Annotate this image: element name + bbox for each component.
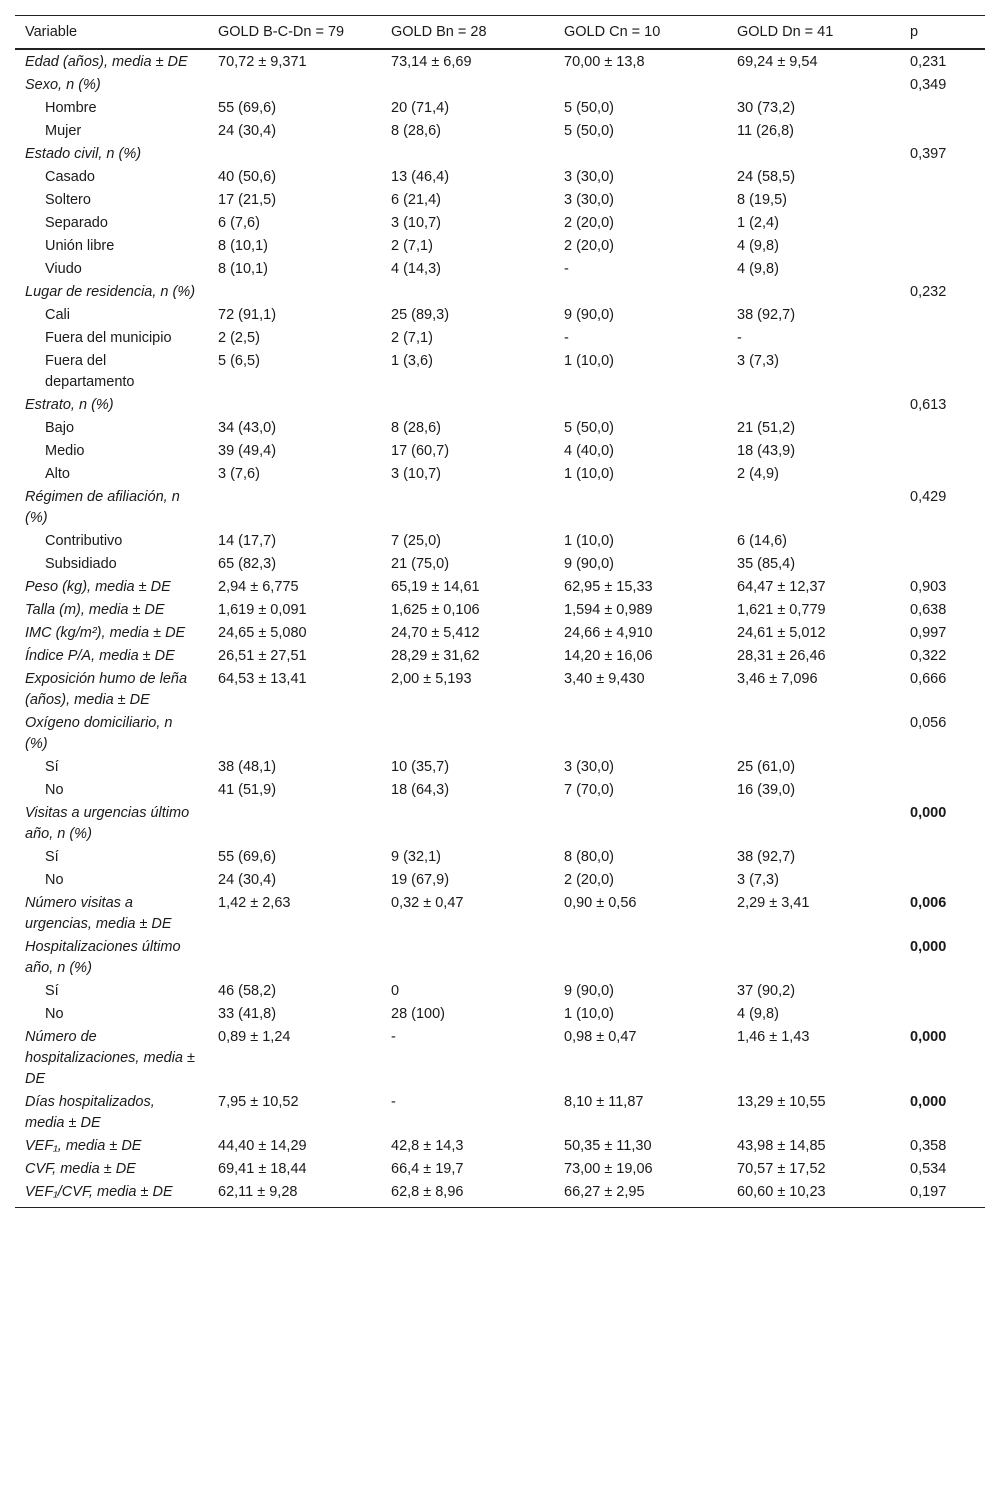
value-cell: 3 (30,0) xyxy=(564,169,614,185)
value-cell: 1,46 ± 1,43 xyxy=(737,1029,810,1045)
value-cell: - xyxy=(564,261,569,277)
value-cell: 17 (21,5) xyxy=(218,192,277,208)
value-cell: 5 (50,0) xyxy=(564,123,614,139)
value-cell: 2 (4,9) xyxy=(737,466,779,482)
value-cell xyxy=(381,74,554,97)
table-row xyxy=(15,49,985,74)
value-cell: 4 (9,8) xyxy=(737,1006,779,1022)
value-cell: - xyxy=(391,1029,396,1045)
table-row xyxy=(15,350,985,394)
table-row xyxy=(15,304,985,327)
p-value-cell xyxy=(900,166,985,189)
value-cell: 2 (20,0) xyxy=(564,872,614,888)
value-cell: 4 (9,8) xyxy=(737,238,779,254)
row-label: Hospitalizaciones último año, n (%) xyxy=(25,939,181,976)
table-row xyxy=(15,120,985,143)
p-value-cell: 0,056 xyxy=(910,715,947,731)
row-label: Número visitas a urgencias, media ± DE xyxy=(25,895,172,932)
value-cell: 2 (2,5) xyxy=(218,330,260,346)
value-cell xyxy=(208,802,381,846)
value-cell xyxy=(727,74,900,97)
value-cell: 38 (92,7) xyxy=(737,307,796,323)
table-row xyxy=(15,869,985,892)
p-value-cell xyxy=(900,258,985,281)
value-cell: 9 (32,1) xyxy=(391,849,441,865)
row-label: VEF₁/CVF, media ± DE xyxy=(25,1184,173,1200)
value-cell: 2,94 ± 6,775 xyxy=(218,579,299,595)
value-cell: 1,594 ± 0,989 xyxy=(564,602,653,618)
table-row xyxy=(15,779,985,802)
p-value-cell: 0,000 xyxy=(910,1029,947,1045)
p-value-cell: 0,997 xyxy=(910,625,947,641)
table-row xyxy=(15,1135,985,1158)
value-cell: 2,29 ± 3,41 xyxy=(737,895,810,911)
value-cell: 8 (80,0) xyxy=(564,849,614,865)
value-cell xyxy=(381,143,554,166)
value-cell: 69,24 ± 9,54 xyxy=(737,54,818,70)
value-cell: 43,98 ± 14,85 xyxy=(737,1138,826,1154)
value-cell: 3 (10,7) xyxy=(391,215,441,231)
p-value-cell xyxy=(900,756,985,779)
p-value-cell xyxy=(900,869,985,892)
row-label: Separado xyxy=(45,215,108,231)
row-label: Número de hospitalizaciones, media ± DE xyxy=(25,1029,195,1087)
row-label: Días hospitalizados, media ± DE xyxy=(25,1094,155,1131)
value-cell: 38 (48,1) xyxy=(218,759,277,775)
p-value-cell: 0,613 xyxy=(910,397,947,413)
table-row xyxy=(15,936,985,980)
value-cell xyxy=(381,712,554,756)
value-cell: 73,14 ± 6,69 xyxy=(391,54,472,70)
row-label: Mujer xyxy=(45,123,82,139)
row-label: Sí xyxy=(45,849,59,865)
value-cell: 9 (90,0) xyxy=(564,307,614,323)
value-cell: 7 (25,0) xyxy=(391,533,441,549)
value-cell: 6 (7,6) xyxy=(218,215,260,231)
value-cell: 1 (10,0) xyxy=(564,353,614,369)
p-value-cell xyxy=(900,440,985,463)
row-label: Edad (años), media ± DE xyxy=(25,54,188,70)
row-label: Medio xyxy=(45,443,85,459)
row-label: Peso (kg), media ± DE xyxy=(25,579,171,595)
value-cell xyxy=(554,486,727,530)
value-cell xyxy=(208,143,381,166)
value-cell: 73,00 ± 19,06 xyxy=(564,1161,653,1177)
header-gold-c: GOLD Cn = 10 xyxy=(564,24,661,40)
value-cell: - xyxy=(564,330,569,346)
p-value-cell xyxy=(900,779,985,802)
p-value-cell: 0,000 xyxy=(910,939,947,955)
p-value-cell: 0,429 xyxy=(910,489,947,505)
table-row xyxy=(15,1181,985,1208)
table-row xyxy=(15,417,985,440)
table-row xyxy=(15,281,985,304)
table-row xyxy=(15,576,985,599)
row-label: Sexo, n (%) xyxy=(25,77,101,93)
row-label: Fuera del departamento xyxy=(45,353,135,390)
p-value-cell: 0,666 xyxy=(910,671,947,687)
p-value-cell xyxy=(900,212,985,235)
value-cell xyxy=(554,394,727,417)
p-value-cell xyxy=(900,350,985,394)
table-row xyxy=(15,892,985,936)
value-cell: 34 (43,0) xyxy=(218,420,277,436)
value-cell: 40 (50,6) xyxy=(218,169,277,185)
value-cell xyxy=(381,394,554,417)
data-table xyxy=(15,15,985,1208)
value-cell: 13,29 ± 10,55 xyxy=(737,1094,826,1110)
table-row xyxy=(15,1091,985,1135)
row-label: Alto xyxy=(45,466,70,482)
value-cell: 5 (6,5) xyxy=(218,353,260,369)
value-cell: 2 (20,0) xyxy=(564,238,614,254)
table-row xyxy=(15,622,985,645)
row-label: Índice P/A, media ± DE xyxy=(25,648,175,664)
value-cell xyxy=(208,936,381,980)
value-cell: 33 (41,8) xyxy=(218,1006,277,1022)
value-cell xyxy=(381,281,554,304)
p-value-cell: 0,000 xyxy=(910,805,947,821)
table-row xyxy=(15,440,985,463)
value-cell xyxy=(727,486,900,530)
row-label: Casado xyxy=(45,169,95,185)
value-cell: 1 (10,0) xyxy=(564,466,614,482)
value-cell: 1,619 ± 0,091 xyxy=(218,602,307,618)
value-cell xyxy=(554,143,727,166)
table-row xyxy=(15,645,985,668)
value-cell: 0,32 ± 0,47 xyxy=(391,895,464,911)
table-row xyxy=(15,668,985,712)
p-value-cell: 0,231 xyxy=(910,54,947,70)
table-row xyxy=(15,846,985,869)
header-gold-d: GOLD Dn = 41 xyxy=(737,24,834,40)
value-cell: 1 (10,0) xyxy=(564,533,614,549)
table-row xyxy=(15,97,985,120)
value-cell xyxy=(381,802,554,846)
p-value-cell: 0,638 xyxy=(910,602,947,618)
p-value-cell: 0,322 xyxy=(910,648,947,664)
value-cell: 4 (9,8) xyxy=(737,261,779,277)
value-cell: 46 (58,2) xyxy=(218,983,277,999)
value-cell: 18 (64,3) xyxy=(391,782,450,798)
p-value-cell: 0,903 xyxy=(910,579,947,595)
p-value-cell: 0,197 xyxy=(910,1184,947,1200)
row-label: IMC (kg/m²), media ± DE xyxy=(25,625,186,641)
value-cell: 8 (19,5) xyxy=(737,192,787,208)
p-value-cell: 0,358 xyxy=(910,1138,947,1154)
value-cell: 41 (51,9) xyxy=(218,782,277,798)
value-cell: 2 (7,1) xyxy=(391,330,433,346)
value-cell: 0,90 ± 0,56 xyxy=(564,895,637,911)
table-row xyxy=(15,166,985,189)
table-row xyxy=(15,235,985,258)
p-value-cell xyxy=(900,235,985,258)
table-row xyxy=(15,143,985,166)
value-cell: 66,27 ± 2,95 xyxy=(564,1184,645,1200)
header-gold-b: GOLD Bn = 28 xyxy=(391,24,487,40)
value-cell: 28,29 ± 31,62 xyxy=(391,648,480,664)
value-cell: 3 (7,3) xyxy=(737,353,779,369)
value-cell: 2 (7,1) xyxy=(391,238,433,254)
value-cell: 1,621 ± 0,779 xyxy=(737,602,826,618)
value-cell: 25 (89,3) xyxy=(391,307,450,323)
value-cell: 9 (90,0) xyxy=(564,983,614,999)
value-cell: 8 (10,1) xyxy=(218,261,268,277)
table-row xyxy=(15,712,985,756)
header-gold-bcd: GOLD B-C-Dn = 79 xyxy=(218,24,345,40)
value-cell: 28,31 ± 26,46 xyxy=(737,648,826,664)
value-cell: - xyxy=(391,1094,396,1110)
row-label: Fuera del municipio xyxy=(45,330,172,346)
row-label: VEF₁, media ± DE xyxy=(25,1138,142,1154)
p-value-cell xyxy=(900,417,985,440)
p-value-cell xyxy=(900,980,985,1003)
value-cell: 24 (30,4) xyxy=(218,872,277,888)
value-cell: 64,47 ± 12,37 xyxy=(737,579,826,595)
value-cell: 55 (69,6) xyxy=(218,849,277,865)
value-cell xyxy=(727,143,900,166)
table-row xyxy=(15,258,985,281)
value-cell: 44,40 ± 14,29 xyxy=(218,1138,307,1154)
table-row xyxy=(15,486,985,530)
p-value-cell: 0,534 xyxy=(910,1161,947,1177)
header-variable: Variable xyxy=(25,24,78,40)
table-row xyxy=(15,553,985,576)
table-row xyxy=(15,1003,985,1026)
value-cell: 3 (30,0) xyxy=(564,192,614,208)
value-cell: - xyxy=(737,330,742,346)
value-cell: 30 (73,2) xyxy=(737,100,796,116)
value-cell xyxy=(554,936,727,980)
value-cell: 0,98 ± 0,47 xyxy=(564,1029,637,1045)
value-cell: 64,53 ± 13,41 xyxy=(218,671,307,687)
row-label: No xyxy=(45,782,64,798)
value-cell xyxy=(381,936,554,980)
value-cell: 24 (58,5) xyxy=(737,169,796,185)
table-body xyxy=(15,49,985,1208)
value-cell: 60,60 ± 10,23 xyxy=(737,1184,826,1200)
table-row xyxy=(15,802,985,846)
table-row xyxy=(15,1026,985,1091)
row-label: Subsidiado xyxy=(45,556,117,572)
row-label: No xyxy=(45,872,64,888)
value-cell: 21 (51,2) xyxy=(737,420,796,436)
row-label: Unión libre xyxy=(45,238,115,254)
value-cell xyxy=(208,712,381,756)
value-cell: 0,89 ± 1,24 xyxy=(218,1029,291,1045)
value-cell: 69,41 ± 18,44 xyxy=(218,1161,307,1177)
table-row xyxy=(15,327,985,350)
value-cell: 8 (10,1) xyxy=(218,238,268,254)
value-cell: 6 (21,4) xyxy=(391,192,441,208)
row-label: Exposición humo de leña (años), media ± DE xyxy=(25,671,188,708)
value-cell xyxy=(727,936,900,980)
value-cell: 70,57 ± 17,52 xyxy=(737,1161,826,1177)
value-cell: 2 (20,0) xyxy=(564,215,614,231)
p-value-cell xyxy=(900,327,985,350)
value-cell: 2,00 ± 5,193 xyxy=(391,671,472,687)
row-label: Hombre xyxy=(45,100,97,116)
value-cell: 19 (67,9) xyxy=(391,872,450,888)
value-cell: 37 (90,2) xyxy=(737,983,796,999)
value-cell: 11 (26,8) xyxy=(737,123,794,139)
value-cell xyxy=(208,74,381,97)
value-cell: 65 (82,3) xyxy=(218,556,277,572)
value-cell: 28 (100) xyxy=(391,1006,446,1022)
row-label: Cali xyxy=(45,307,70,323)
p-value-cell xyxy=(900,189,985,212)
value-cell xyxy=(208,394,381,417)
value-cell: 1,625 ± 0,106 xyxy=(391,602,480,618)
value-cell: 4 (40,0) xyxy=(564,443,614,459)
value-cell: 24,65 ± 5,080 xyxy=(218,625,307,641)
header-row xyxy=(15,16,985,50)
value-cell: 5 (50,0) xyxy=(564,420,614,436)
value-cell: 62,11 ± 9,28 xyxy=(218,1184,298,1200)
value-cell: 10 (35,7) xyxy=(391,759,450,775)
table-row xyxy=(15,1158,985,1181)
value-cell: 8 (28,6) xyxy=(391,420,441,436)
table-row xyxy=(15,756,985,779)
value-cell: 3 (7,3) xyxy=(737,872,779,888)
table-row xyxy=(15,530,985,553)
row-label: Estado civil, n (%) xyxy=(25,146,142,162)
value-cell: 1,42 ± 2,63 xyxy=(218,895,291,911)
value-cell: 39 (49,4) xyxy=(218,443,277,459)
value-cell xyxy=(727,802,900,846)
row-label: Sí xyxy=(45,983,59,999)
value-cell: 7,95 ± 10,52 xyxy=(218,1094,299,1110)
p-value-cell xyxy=(900,463,985,486)
p-value-cell: 0,232 xyxy=(910,284,947,300)
row-label: Lugar de residencia, n (%) xyxy=(25,284,196,300)
value-cell: 3,40 ± 9,430 xyxy=(564,671,645,687)
p-value-cell xyxy=(900,97,985,120)
value-cell: 24,61 ± 5,012 xyxy=(737,625,826,641)
table-row xyxy=(15,463,985,486)
header-p: p xyxy=(910,24,919,40)
value-cell: 3 (10,7) xyxy=(391,466,441,482)
p-value-cell xyxy=(900,120,985,143)
p-value-cell: 0,006 xyxy=(910,895,947,911)
value-cell: 1 (2,4) xyxy=(737,215,779,231)
value-cell xyxy=(727,394,900,417)
value-cell: 8 (28,6) xyxy=(391,123,441,139)
row-label: Contributivo xyxy=(45,533,123,549)
value-cell: 24,70 ± 5,412 xyxy=(391,625,480,641)
value-cell: 0 xyxy=(391,983,400,999)
table-row xyxy=(15,189,985,212)
value-cell: 14 (17,7) xyxy=(218,533,277,549)
value-cell: 62,8 ± 8,96 xyxy=(391,1184,464,1200)
value-cell: 65,19 ± 14,61 xyxy=(391,579,480,595)
value-cell: 38 (92,7) xyxy=(737,849,796,865)
value-cell: 8,10 ± 11,87 xyxy=(564,1094,644,1110)
value-cell: 17 (60,7) xyxy=(391,443,450,459)
value-cell xyxy=(554,281,727,304)
value-cell: 13 (46,4) xyxy=(391,169,450,185)
table-container xyxy=(15,15,985,1208)
value-cell: 1 (3,6) xyxy=(391,353,433,369)
value-cell: 55 (69,6) xyxy=(218,100,277,116)
value-cell: 14,20 ± 16,06 xyxy=(564,648,653,664)
row-label: Oxígeno domiciliario, n (%) xyxy=(25,715,173,752)
value-cell: 18 (43,9) xyxy=(737,443,796,459)
value-cell: 1 (10,0) xyxy=(564,1006,614,1022)
value-cell xyxy=(554,802,727,846)
value-cell: 62,95 ± 15,33 xyxy=(564,579,653,595)
p-value-cell xyxy=(900,1003,985,1026)
table-row xyxy=(15,394,985,417)
value-cell: 6 (14,6) xyxy=(737,533,787,549)
row-label: No xyxy=(45,1006,64,1022)
value-cell: 7 (70,0) xyxy=(564,782,614,798)
table-row xyxy=(15,212,985,235)
value-cell: 70,72 ± 9,371 xyxy=(218,54,307,70)
table-row xyxy=(15,980,985,1003)
row-label: Régimen de afiliación, n (%) xyxy=(25,489,180,526)
row-label: Soltero xyxy=(45,192,91,208)
value-cell: 20 (71,4) xyxy=(391,100,450,116)
value-cell: 50,35 ± 11,30 xyxy=(564,1138,652,1154)
table-header xyxy=(15,16,985,50)
row-label: Sí xyxy=(45,759,59,775)
value-cell: 25 (61,0) xyxy=(737,759,796,775)
value-cell: 42,8 ± 14,3 xyxy=(391,1138,464,1154)
table-row xyxy=(15,74,985,97)
row-label: Visitas a urgencias último año, n (%) xyxy=(25,805,190,842)
value-cell xyxy=(208,281,381,304)
value-cell: 4 (14,3) xyxy=(391,261,441,277)
p-value-cell xyxy=(900,553,985,576)
p-value-cell: 0,397 xyxy=(910,146,947,162)
value-cell xyxy=(554,712,727,756)
value-cell: 3 (30,0) xyxy=(564,759,614,775)
value-cell xyxy=(554,74,727,97)
value-cell: 26,51 ± 27,51 xyxy=(218,648,307,664)
value-cell: 35 (85,4) xyxy=(737,556,796,572)
value-cell: 9 (90,0) xyxy=(564,556,614,572)
row-label: Bajo xyxy=(45,420,75,436)
p-value-cell xyxy=(900,304,985,327)
value-cell xyxy=(727,281,900,304)
table-row xyxy=(15,599,985,622)
value-cell: 24,66 ± 4,910 xyxy=(564,625,653,641)
row-label: Estrato, n (%) xyxy=(25,397,114,413)
p-value-cell: 0,349 xyxy=(910,77,947,93)
value-cell: 3,46 ± 7,096 xyxy=(737,671,818,687)
value-cell xyxy=(727,712,900,756)
value-cell: 3 (7,6) xyxy=(218,466,260,482)
value-cell: 72 (91,1) xyxy=(218,307,277,323)
value-cell: 16 (39,0) xyxy=(737,782,796,798)
p-value-cell xyxy=(900,846,985,869)
value-cell: 24 (30,4) xyxy=(218,123,277,139)
p-value-cell xyxy=(900,530,985,553)
row-label: Viudo xyxy=(45,261,82,277)
value-cell: 21 (75,0) xyxy=(391,556,450,572)
value-cell: 5 (50,0) xyxy=(564,100,614,116)
value-cell xyxy=(208,486,381,530)
value-cell: 70,00 ± 13,8 xyxy=(564,54,645,70)
p-value-cell: 0,000 xyxy=(910,1094,947,1110)
row-label: CVF, media ± DE xyxy=(25,1161,136,1177)
value-cell xyxy=(381,486,554,530)
value-cell: 66,4 ± 19,7 xyxy=(391,1161,464,1177)
row-label: Talla (m), media ± DE xyxy=(25,602,165,618)
